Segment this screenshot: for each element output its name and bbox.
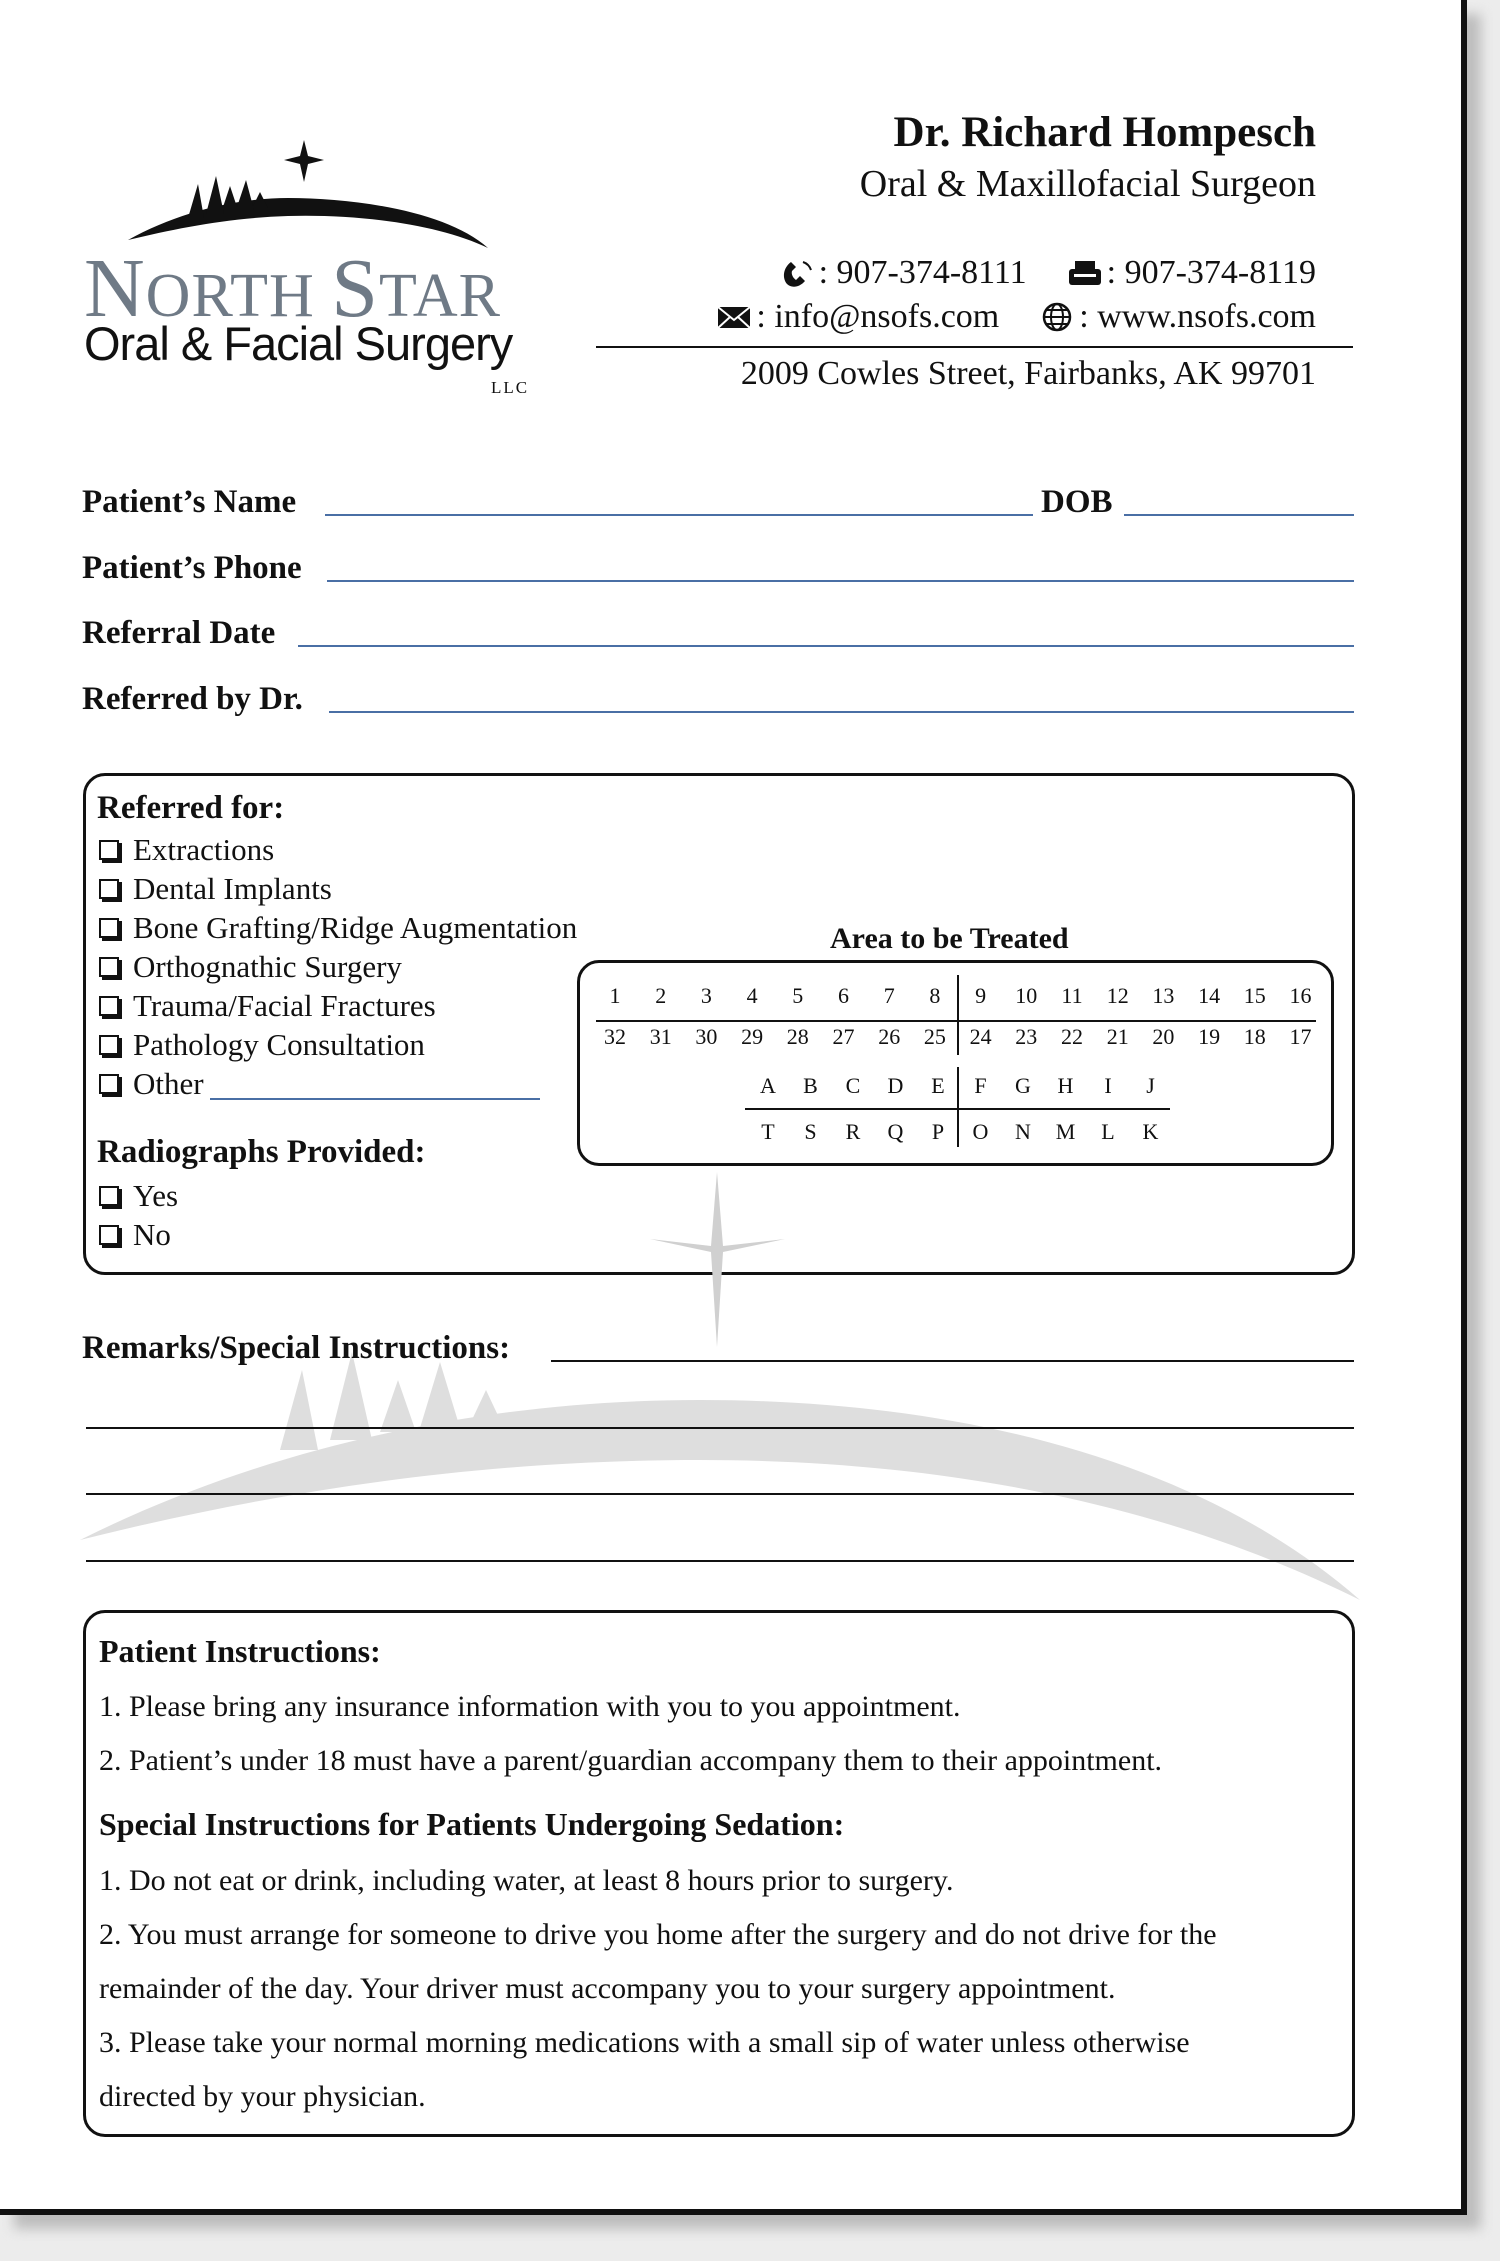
permanent-divider — [596, 1020, 1316, 1022]
tooth-13[interactable]: 13 — [1152, 983, 1175, 1008]
tooth-21[interactable]: 21 — [1106, 1024, 1129, 1049]
primary-tooth-T[interactable]: T — [761, 1119, 775, 1144]
option-dental-implants[interactable]: Dental Implants — [99, 871, 332, 907]
radiographs-heading: Radiographs Provided: — [97, 1134, 426, 1170]
email-contact: : info@nsofs.com — [716, 298, 999, 336]
tooth-27[interactable]: 27 — [832, 1024, 855, 1049]
option-radiographs-no[interactable]: No — [99, 1217, 171, 1253]
north-star-mountain-logo-icon — [118, 140, 538, 250]
primary-tooth-B[interactable]: B — [803, 1073, 818, 1098]
patient-phone-field[interactable] — [327, 580, 1354, 582]
checkbox[interactable] — [99, 1225, 119, 1245]
tooth-17[interactable]: 17 — [1289, 1024, 1312, 1049]
tooth-7[interactable]: 7 — [883, 983, 895, 1008]
checkbox[interactable] — [99, 918, 119, 938]
tooth-15[interactable]: 15 — [1243, 983, 1266, 1008]
option-other[interactable]: Other — [99, 1066, 540, 1102]
referral-date-label: Referral Date — [82, 615, 276, 651]
primary-tooth-E[interactable]: E — [931, 1073, 945, 1098]
remarks-line-3[interactable] — [86, 1493, 1354, 1495]
doctor-title: Oral & Maxillofacial Surgeon — [859, 163, 1316, 205]
patient-instructions-heading: Patient Instructions: — [99, 1633, 381, 1669]
option-bone-grafting[interactable]: Bone Grafting/Ridge Augmentation — [99, 910, 577, 946]
primary-tooth-D[interactable]: D — [887, 1073, 904, 1098]
primary-tooth-G[interactable]: G — [1015, 1073, 1031, 1098]
tooth-24[interactable]: 24 — [969, 1024, 992, 1049]
area-to-be-treated-title: Area to be Treated — [830, 922, 1069, 955]
tooth-2[interactable]: 2 — [655, 983, 667, 1008]
patient-name-field[interactable] — [325, 514, 1033, 516]
checkbox[interactable] — [99, 879, 119, 899]
website-contact: : www.nsofs.com — [1039, 298, 1316, 336]
primary-tooth-H[interactable]: H — [1057, 1073, 1074, 1098]
tooth-28[interactable]: 28 — [786, 1024, 809, 1049]
primary-tooth-C[interactable]: C — [845, 1073, 861, 1098]
referral-date-field[interactable] — [298, 645, 1354, 647]
tooth-8[interactable]: 8 — [929, 983, 941, 1008]
option-orthognathic-surgery[interactable]: Orthognathic Surgery — [99, 949, 402, 985]
phone-contact: : 907-374-8111 — [779, 254, 1027, 292]
primary-tooth-P[interactable]: P — [931, 1119, 945, 1144]
instruction-item: 2. Patient’s under 18 must have a parent/guardian accompany them to their appointment. — [99, 1744, 1163, 1777]
remarks-heading: Remarks/Special Instructions: — [82, 1330, 511, 1366]
primary-tooth-I[interactable]: I — [1104, 1073, 1112, 1098]
primary-tooth-A[interactable]: A — [760, 1073, 776, 1098]
clinic-address: 2009 Cowles Street, Fairbanks, AK 99701 — [740, 355, 1316, 392]
primary-tooth-R[interactable]: R — [845, 1119, 861, 1144]
dob-label: DOB — [1041, 484, 1113, 520]
tooth-18[interactable]: 18 — [1243, 1024, 1266, 1049]
checkbox[interactable] — [99, 840, 119, 860]
tooth-16[interactable]: 16 — [1289, 983, 1312, 1008]
doctor-name: Dr. Richard Hompesch — [893, 109, 1316, 156]
patient-name-label: Patient’s Name — [82, 484, 297, 520]
tooth-25[interactable]: 25 — [923, 1024, 946, 1049]
mountain-watermark-icon — [80, 1340, 1360, 1610]
tooth-19[interactable]: 19 — [1198, 1024, 1221, 1049]
remarks-line-4[interactable] — [86, 1560, 1354, 1562]
phone-icon — [779, 258, 815, 288]
checkbox[interactable] — [99, 1035, 119, 1055]
dob-field[interactable] — [1124, 514, 1354, 516]
tooth-chart-box[interactable] — [577, 960, 1334, 1166]
primary-tooth-M[interactable]: M — [1055, 1119, 1076, 1144]
fax-contact: : 907-374-8119 — [1067, 254, 1316, 292]
tooth-12[interactable]: 12 — [1106, 983, 1129, 1008]
checkbox[interactable] — [99, 996, 119, 1016]
sedation-item: remainder of the day. Your driver must accompany you to your surgery appointment. — [99, 1972, 1116, 2005]
tooth-26[interactable]: 26 — [878, 1024, 901, 1049]
tooth-5[interactable]: 5 — [792, 983, 804, 1008]
logo-llc-text: LLC — [491, 378, 530, 397]
tooth-30[interactable]: 30 — [695, 1024, 718, 1049]
tooth-23[interactable]: 23 — [1015, 1024, 1038, 1049]
tooth-9[interactable]: 9 — [975, 983, 987, 1008]
tooth-14[interactable]: 14 — [1198, 983, 1221, 1008]
primary-tooth-J[interactable]: J — [1146, 1073, 1155, 1098]
tooth-29[interactable]: 29 — [741, 1024, 764, 1049]
envelope-icon — [716, 302, 752, 332]
option-extractions[interactable]: Extractions — [99, 832, 274, 868]
fax-icon — [1067, 258, 1103, 288]
checkbox[interactable] — [99, 1074, 119, 1094]
tooth-31[interactable]: 31 — [649, 1024, 672, 1049]
primary-midline — [957, 1067, 959, 1147]
primary-tooth-L[interactable]: L — [1101, 1119, 1115, 1144]
primary-tooth-Q[interactable]: Q — [887, 1119, 904, 1144]
tooth-3[interactable]: 3 — [700, 983, 712, 1008]
sedation-item: 1. Do not eat or drink, including water, at least 8 hours prior to surgery. — [99, 1864, 954, 1897]
other-field[interactable] — [210, 1098, 540, 1100]
primary-tooth-N[interactable]: N — [1015, 1119, 1031, 1144]
sedation-item: directed by your physician. — [99, 2080, 426, 2113]
remarks-line-2[interactable] — [86, 1427, 1354, 1429]
primary-tooth-F[interactable]: F — [974, 1073, 987, 1098]
sedation-item: 2. You must arrange for someone to drive you home after the surgery and do not drive for the — [99, 1918, 1217, 1951]
referred-for-heading: Referred for: — [97, 790, 285, 826]
patient-phone-label: Patient’s Phone — [82, 550, 302, 586]
permanent-midline — [957, 975, 959, 1055]
tooth-4[interactable]: 4 — [746, 983, 758, 1008]
contact-row-phone-fax — [739, 254, 1316, 292]
sedation-item: 3. Please take your normal morning medications with a small sip of water unless otherwise — [99, 2026, 1190, 2059]
logo-oral-facial-text: Oral & Facial Surgery — [84, 317, 513, 370]
instruction-item: 1. Please bring any insurance information with you to you appointment. — [99, 1690, 961, 1723]
star-watermark-icon — [650, 1172, 785, 1347]
sedation-instructions-heading: Special Instructions for Patients Undergoing Sedation: — [99, 1806, 845, 1842]
tooth-11[interactable]: 11 — [1061, 983, 1083, 1008]
referred-by-label: Referred by Dr. — [82, 681, 303, 717]
globe-icon — [1039, 302, 1075, 332]
tooth-6[interactable]: 6 — [838, 983, 849, 1008]
primary-tooth-O[interactable]: O — [972, 1119, 989, 1144]
tooth-10[interactable]: 10 — [1015, 983, 1038, 1008]
contact-row-email-web — [676, 298, 1316, 336]
option-radiographs-yes[interactable]: Yes — [99, 1178, 178, 1214]
primary-tooth-S[interactable]: S — [804, 1119, 817, 1144]
referred-by-field[interactable] — [329, 711, 1354, 713]
logo-north-star-text: NORTH STAR — [84, 242, 501, 335]
tooth-1[interactable]: 1 — [609, 983, 621, 1008]
address-divider — [596, 346, 1353, 348]
checkbox[interactable] — [99, 1186, 119, 1206]
checkbox[interactable] — [99, 957, 119, 977]
tooth-32[interactable]: 32 — [604, 1024, 626, 1049]
remarks-line-1[interactable] — [551, 1360, 1354, 1362]
option-trauma-facial-fractures[interactable]: Trauma/Facial Fractures — [99, 988, 436, 1024]
tooth-22[interactable]: 22 — [1061, 1024, 1083, 1049]
tooth-20[interactable]: 20 — [1152, 1024, 1175, 1049]
option-pathology-consultation[interactable]: Pathology Consultation — [99, 1027, 425, 1063]
primary-tooth-K[interactable]: K — [1142, 1119, 1159, 1144]
